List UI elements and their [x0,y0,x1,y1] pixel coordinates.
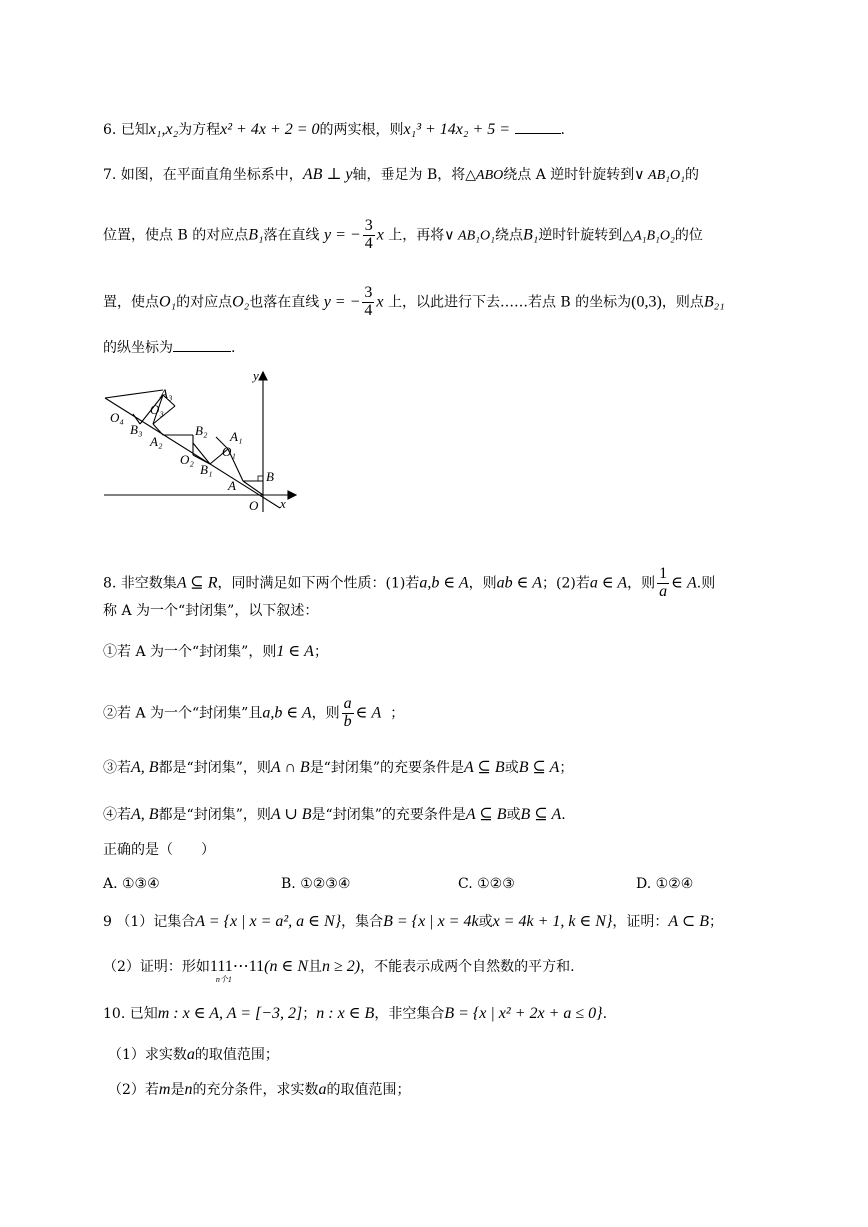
q6-roots: x₁,x₂ [148,121,179,138]
question-10: 10. 已知m : x ∈ A, A = [−3, 2]；n : x ∈ B，非空集合B = {x | x² + 2x + a ≤ 0}. [103,1005,608,1022]
repunit: 111⋯11 n个1 [209,958,265,984]
question-10-part-2: （2）若m是n的充分条件，求实数a的取值范围； [108,1081,411,1098]
label-A: A [228,478,236,493]
question-8-line-1: 8. 非空数集A ⊆ R，同时满足如下两个性质：(1)若a,b ∈ A，则ab ∈ A；(2)若a ∈ A，则 $\frac{1}{a}$ ∈ A.则 [103,565,716,600]
label-O4: O₄ [110,410,124,425]
question-9-part-1: 9 （1）记集合A = {x | x = a², a ∈ N}，集合B = {x | x = 4k或x = 4k + 1, k ∈ N}，证明：A ⊂ B； [103,913,724,930]
x-axis-arrow [288,491,296,499]
statement-1: ①若 A 为一个“封闭集”，则1 ∈ A； [103,643,328,660]
label-A3: A₃ [160,386,173,401]
statement-4: ④若A, B都是“封闭集”，则A ∪ B是“封闭集”的充要条件是A ⊆ B或B ⊆ A. [103,806,566,823]
question-10-part-1: （1）求实数a的取值范围； [108,1046,279,1063]
statement-2: ②若 A 为一个“封闭集”且a,b ∈ A，则 $\frac{a}{b}$ ∈ A ； [103,695,405,730]
label-O: O [249,498,259,513]
label-B1: B₁ [200,462,213,477]
rotation-figure [100,368,300,518]
label-A1: A₁ [230,429,243,444]
label-x: x [280,496,286,511]
question-7-line-1: 7. 如图，在平面直角坐标系中，AB ⊥ y轴，垂足为 B，将△ABO绕点 A 逆时针旋转到∨ AB₁O₁的 [103,166,699,183]
question-6: 6. 已知x₁,x₂为方程x² + 4x + 2 = 0的两实根，则x₁³ + 14x₂ + 5 = . [103,121,565,138]
fraction: $\frac{3}{4}$ [364,217,373,252]
question-9-part-2: （2）证明：形如111⋯11 n个1 (n ∈ N且n ≥ 2)，不能表示成两个自然数的平方和. [103,958,575,984]
q6-equation: x² + 4x + 2 = 0 [220,121,320,138]
fraction: $\frac{a}{b}$ [343,695,352,730]
answer-blank[interactable] [515,133,561,134]
answer-blank[interactable] [173,351,231,352]
label-B3: B₃ [130,422,143,437]
option-b[interactable]: B. ①②③④ [281,876,351,892]
question-8-prompt: 正确的是（ ） [103,842,215,858]
fraction: $\frac{3}{4}$ [364,284,373,319]
label-y: y [253,368,259,383]
question-7-line-2: 位置，使点 B 的对应点B₁落在直线 y = − $\frac{3}{4}$ x 上，再将∨ AB₁O₁绕点B₁逆时针旋转到△A₁B₁O₂的位 [103,217,703,252]
label-B2: B₂ [195,423,208,438]
label-A2: A₂ [150,434,163,449]
option-a[interactable]: A. ①③④ [103,876,160,892]
label-O2: O₂ [180,452,194,467]
question-7-line-4: 的纵坐标为 . [103,340,236,356]
statement-3: ③若A, B都是“封闭集”，则A ∩ B是“封闭集”的充要条件是A ⊆ B或B ⊆ A； [103,759,574,776]
label-O3: O₃ [150,402,164,417]
y-axis-arrow [259,372,267,380]
question-7-line-3: 置，使点O₁的对应点O₂也落在直线 y = − $\frac{3}{4}$ x 上，以此进行下去……若点 B 的坐标为(0,3)，则点B₂₁ [103,284,725,319]
label-O1: O₁ [222,444,236,459]
option-c[interactable]: C. ①②③ [458,876,515,892]
label-B: B [266,469,274,484]
option-d[interactable]: D. ①②④ [636,876,694,892]
question-8-line-2: 称 A 为一个“封闭集”，以下叙述： [103,603,319,619]
q6-expression: x₁³ + 14x₂ + 5 = [403,121,511,138]
fraction: $\frac{1}{a}$ [659,565,668,600]
